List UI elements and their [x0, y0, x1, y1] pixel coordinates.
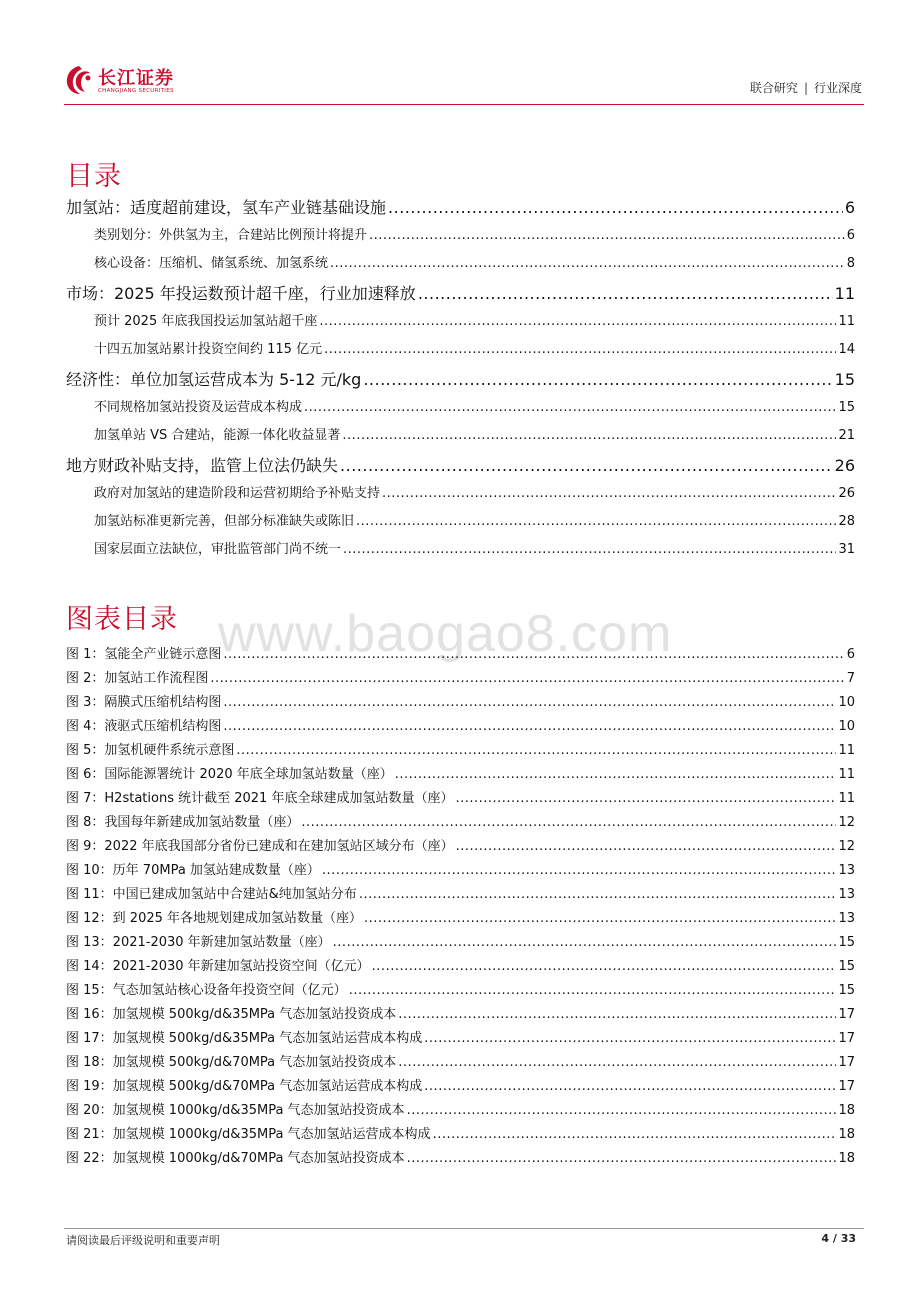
toc-subentry[interactable]: 十四五加氢站累计投资空间约 115 亿元 ..... 14 — [94, 341, 855, 359]
report-type — [750, 79, 862, 96]
toc-subentry[interactable]: 政府对加氢站的建造阶段和运营初期给予补贴支持 ..... 26 — [94, 485, 855, 503]
figure-entry[interactable]: 图 2：加氢站工作流程图 ..... 7 — [66, 670, 855, 688]
toc-entry[interactable]: 加氢站：适度超前建设，氢车产业链基础设施 ..... 6 — [66, 197, 855, 219]
toc-subentry[interactable]: 不同规格加氢站投资及运营成本构成 ..... 15 — [94, 399, 855, 417]
page-header — [64, 62, 864, 104]
figure-entry[interactable]: 图 22：加氢规模 1000kg/d&70MPa 气态加氢站投资成本 ..... 18 — [66, 1150, 855, 1168]
footer-divider — [64, 1228, 864, 1229]
figure-entry[interactable]: 图 20：加氢规模 1000kg/d&35MPa 气态加氢站投资成本 ..... 18 — [66, 1102, 855, 1120]
watermark: www.baogao8.com — [218, 605, 673, 663]
figure-entry[interactable]: 图 17：加氢规模 500kg/d&35MPa 气态加氢站运营成本构成 ..... 17 — [66, 1030, 855, 1048]
figure-entry[interactable]: 图 1：氢能全产业链示意图 ..... 6 — [66, 646, 855, 664]
figure-entry[interactable]: 图 18：加氢规模 500kg/d&70MPa 气态加氢站投资成本 ..... 17 — [66, 1054, 855, 1072]
figure-entry[interactable]: 图 13：2021-2030 年新建加氢站数量（座） ..... 15 — [66, 934, 855, 952]
figure-entry[interactable]: 图 11：中国已建成加氢站中合建站&纯加氢站分布 ..... 13 — [66, 886, 855, 904]
figure-entry[interactable]: 图 14：2021-2030 年新建加氢站投资空间（亿元） ..... 15 — [66, 958, 855, 976]
toc-entry[interactable]: 市场：2025 年投运数预计超千座，行业加速释放 ..... 11 — [66, 283, 855, 305]
toc-entry[interactable]: 地方财政补贴支持，监管上位法仍缺失 ..... 26 — [66, 455, 855, 477]
report-category: 联合研究 — [749, 81, 798, 95]
header-separator: | — [803, 81, 808, 95]
company-logo — [64, 64, 204, 100]
header-divider — [64, 104, 864, 105]
logo-emblem-icon — [64, 64, 94, 96]
page-separator: / — [832, 1232, 837, 1245]
figures-title: 图表目录 — [66, 604, 178, 635]
figure-entry[interactable]: 图 15：气态加氢站核心设备年投资空间（亿元） ..... 15 — [66, 982, 855, 1000]
figure-entry[interactable]: 图 21：加氢规模 1000kg/d&35MPa 气态加氢站运营成本构成 ..... 18 — [66, 1126, 855, 1144]
figure-entry[interactable]: 图 9：2022 年底我国部分省份已建成和在建加氢站区域分布（座） ..... 12 — [66, 838, 855, 856]
logo-text: 长江证券 — [98, 68, 174, 89]
toc-subentry[interactable]: 国家层面立法缺位，审批监管部门尚不统一 ..... 31 — [94, 541, 855, 559]
current-page: 4 — [821, 1232, 829, 1245]
figure-entry[interactable]: 图 4：液驱式压缩机结构图 ..... 10 — [66, 718, 855, 736]
toc-subentry[interactable]: 类别划分：外供氢为主，合建站比例预计将提升 ..... 6 — [94, 227, 855, 245]
figure-entry[interactable]: 图 5：加氢机硬件系统示意图 ..... 11 — [66, 742, 855, 760]
toc-entry[interactable]: 经济性：单位加氢运营成本为 5-12 元/kg ..... 15 — [66, 369, 855, 391]
toc-subentry[interactable]: 加氢站标准更新完善，但部分标准缺失或陈旧 ..... 28 — [94, 513, 855, 531]
figure-entry[interactable]: 图 19：加氢规模 500kg/d&70MPa 气态加氢站运营成本构成 ..... 17 — [66, 1078, 855, 1096]
figure-entry[interactable]: 图 7：H2stations 统计截至 2021 年底全球建成加氢站数量（座） ..... 11 — [66, 790, 855, 808]
figure-entry[interactable]: 图 6：国际能源署统计 2020 年底全球加氢站数量（座） ..... 11 — [66, 766, 855, 784]
figure-entry[interactable]: 图 10：历年 70MPa 加氢站建成数量（座） ..... 13 — [66, 862, 855, 880]
logo-subtext: CHANGJIANG SECURITIES — [98, 88, 174, 94]
figure-entry[interactable]: 图 12：到 2025 年各地规划建成加氢站数量（座） ..... 13 — [66, 910, 855, 928]
figure-entry[interactable]: 图 3：隔膜式压缩机结构图 ..... 10 — [66, 694, 855, 712]
toc-subentry[interactable]: 核心设备：压缩机、储氢系统、加氢系统 ..... 8 — [94, 255, 855, 273]
contents-title: 目录 — [66, 161, 122, 192]
toc-subentry[interactable]: 预计 2025 年底我国投运加氢站超千座 ..... 11 — [94, 313, 855, 331]
disclaimer-note: 请阅读最后评级说明和重要声明 — [66, 1234, 220, 1247]
page-number — [821, 1232, 856, 1245]
toc-subentry[interactable]: 加氢单站 VS 合建站，能源一体化收益显著 ..... 21 — [94, 427, 855, 445]
report-subcategory: 行业深度 — [813, 81, 862, 95]
total-pages: 33 — [840, 1232, 856, 1245]
figure-entry[interactable]: 图 16：加氢规模 500kg/d&35MPa 气态加氢站投资成本 ..... 17 — [66, 1006, 855, 1024]
figure-entry[interactable]: 图 8：我国每年新建成加氢站数量（座） ..... 12 — [66, 814, 855, 832]
